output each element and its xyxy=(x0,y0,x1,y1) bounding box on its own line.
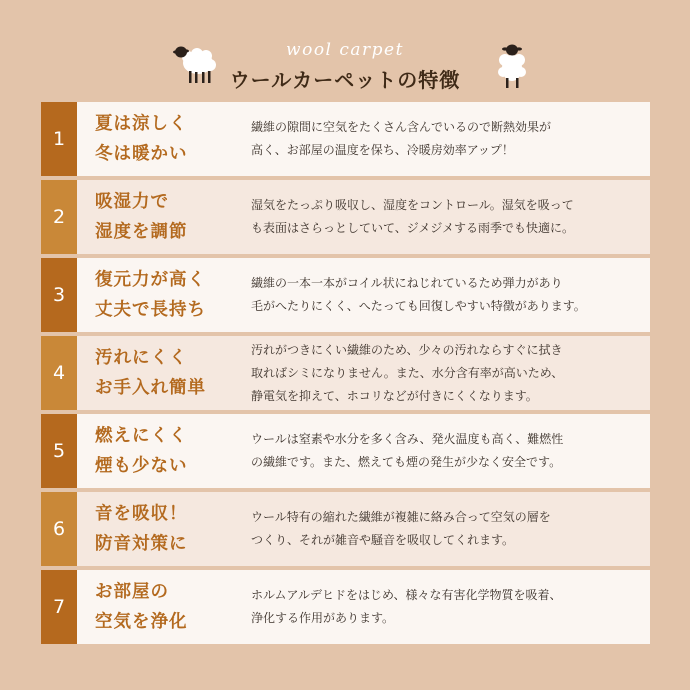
feature-description: 繊維の隙間に空気をたくさん含んでいるので断熱効果が 高く、お部屋の温度を保ち、冷暖房効率アップ！ xyxy=(251,120,552,157)
feature-row xyxy=(41,570,650,644)
feature-heading: 燃えにくく 煙も少ない xyxy=(95,426,188,476)
sheep-icon xyxy=(489,40,539,90)
feature-row xyxy=(41,258,650,332)
number-badge: 7 xyxy=(41,570,77,644)
page-title: ウールカーペットの特徴 xyxy=(229,68,461,92)
feature-row xyxy=(41,492,650,566)
feature-heading: 吸湿力で 湿度を調節 xyxy=(95,192,188,242)
feature-description: ウールは窒素や水分を多く含み、発火温度も高く、難燃性 の繊維です。また、燃えても煙の発生が少なく安全です。 xyxy=(251,432,564,469)
feature-heading: 汚れにくく お手入れ簡単 xyxy=(95,348,206,398)
feature-row xyxy=(41,102,650,176)
feature-description: ウール特有の縮れた繊維が複雑に絡み合って空気の層を つくり、それが雑音や騒音を吸収してくれます。 xyxy=(251,510,551,547)
feature-list xyxy=(41,102,650,648)
header xyxy=(0,0,690,100)
number-badge: 6 xyxy=(41,492,77,566)
feature-row xyxy=(41,180,650,254)
feature-description: ホルムアルデヒドをはじめ、様々な有害化学物質を吸着、 浄化する作用があります。 xyxy=(251,588,562,625)
feature-row xyxy=(41,414,650,488)
feature-heading: お部屋の 空気を浄化 xyxy=(95,582,188,632)
feature-heading: 音を吸収！ 防音対策に xyxy=(95,504,188,554)
feature-description: 汚れがつきにくい繊維のため、少々の汚れならすぐに拭き 取ればシミになりません。また、水分含有率が高いため、 静電気を抑えて、ホコリなどが付きにくくなります。 xyxy=(251,342,564,403)
number-badge: 4 xyxy=(41,336,77,410)
feature-heading: 夏は涼しく 冬は暖かい xyxy=(95,114,188,164)
feature-description: 湿気をたっぷり吸収し、湿度をコントロール。湿気を吸って も表面はさらっとしていて、ジメジメする雨季でも快適に。 xyxy=(251,198,575,235)
feature-heading: 復元力が高く 丈夫で長持ち xyxy=(95,270,206,320)
number-badge: 1 xyxy=(41,102,77,176)
header-subtitle: wool carpet xyxy=(286,40,404,60)
feature-description: 繊維の一本一本がコイル状にねじれているため弾力があり 毛がへたりにくく、へたっても回復しやすい特徴があります。 xyxy=(251,276,586,313)
number-badge: 2 xyxy=(41,180,77,254)
feature-row xyxy=(41,336,650,410)
number-badge: 3 xyxy=(41,258,77,332)
number-badge: 5 xyxy=(41,414,77,488)
